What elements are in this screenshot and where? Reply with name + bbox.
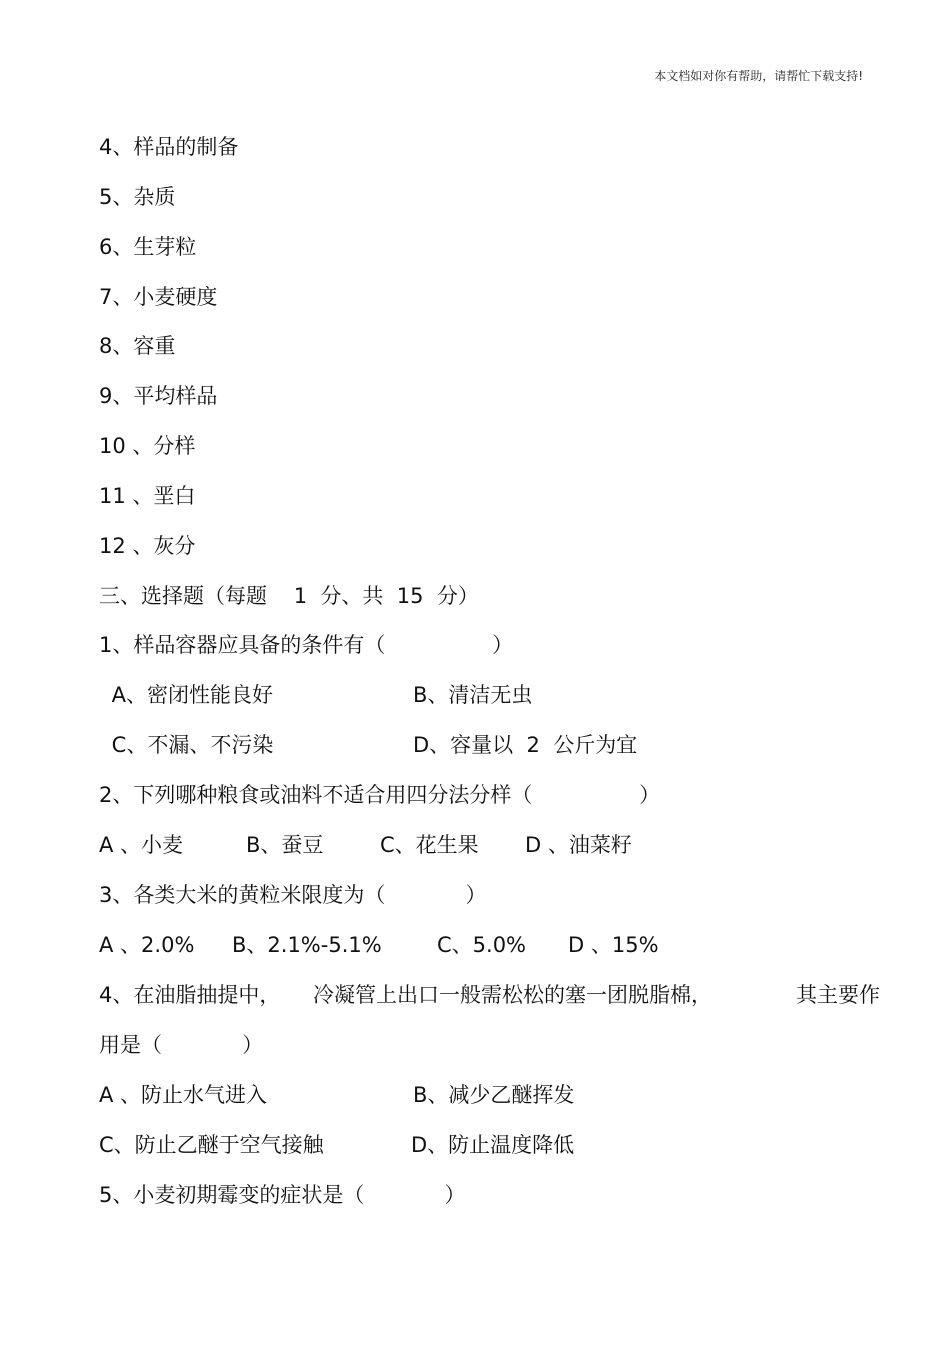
option-a: A 、小麦 bbox=[99, 833, 184, 857]
question-stem: 1、样品容器应具备的条件有（ ） bbox=[99, 633, 514, 657]
option-a: A 、防止水气进入 bbox=[99, 1083, 268, 1107]
term-item: 7、小麦硬度 bbox=[99, 285, 218, 309]
option-c: C、花生果 bbox=[380, 833, 479, 857]
question-stem: 5、小麦初期霉变的症状是（ ） bbox=[99, 1183, 466, 1207]
option-b: B、2.1%-5.1% bbox=[232, 933, 382, 957]
term-item: 11 、垩白 bbox=[99, 484, 196, 508]
option-d: D 、油菜籽 bbox=[525, 833, 632, 857]
term-item: 6、生芽粒 bbox=[99, 235, 197, 259]
question-stem: 4、在油脂抽提中， bbox=[99, 983, 281, 1007]
question-stem: 其主要作 bbox=[796, 983, 880, 1007]
term-item: 9、平均样品 bbox=[99, 384, 218, 408]
term-item: 12 、灰分 bbox=[99, 534, 196, 558]
option-c: C、5.0% bbox=[437, 933, 527, 957]
section-title: 三、选择题（每题 1 分、共 15 分） bbox=[99, 584, 479, 608]
option-b: B、减少乙醚挥发 bbox=[413, 1083, 575, 1107]
term-item: 10 、分样 bbox=[99, 434, 196, 458]
question-stem: 2、下列哪种粮食或油料不适合用四分法分样（ ） bbox=[99, 783, 661, 807]
header-note: 本文档如对你有帮助，请帮忙下载支持! bbox=[654, 69, 863, 83]
question-stem: 冷凝管上出口一般需松松的塞一团脱脂棉， bbox=[313, 983, 712, 1007]
option-b: B、蚕豆 bbox=[246, 833, 324, 857]
option-a: A 、2.0% bbox=[99, 933, 195, 957]
option-d: D、容量以 2 公斤为宜 bbox=[413, 733, 638, 757]
term-item: 8、容重 bbox=[99, 334, 176, 358]
option-c: C、防止乙醚于空气接触 bbox=[99, 1133, 324, 1157]
option-d: D、防止温度降低 bbox=[411, 1133, 575, 1157]
option-c: C、不漏、不污染 bbox=[105, 733, 274, 757]
option-d: D 、15% bbox=[568, 933, 659, 957]
term-item: 5、杂质 bbox=[99, 185, 176, 209]
term-item: 4、样品的制备 bbox=[99, 135, 239, 159]
option-b: B、清洁无虫 bbox=[413, 683, 533, 707]
question-stem: 3、各类大米的黄粒米限度为（ ） bbox=[99, 883, 487, 907]
question-stem-continued: 用是（ ） bbox=[99, 1033, 264, 1057]
option-a: A、密闭性能良好 bbox=[105, 683, 274, 707]
